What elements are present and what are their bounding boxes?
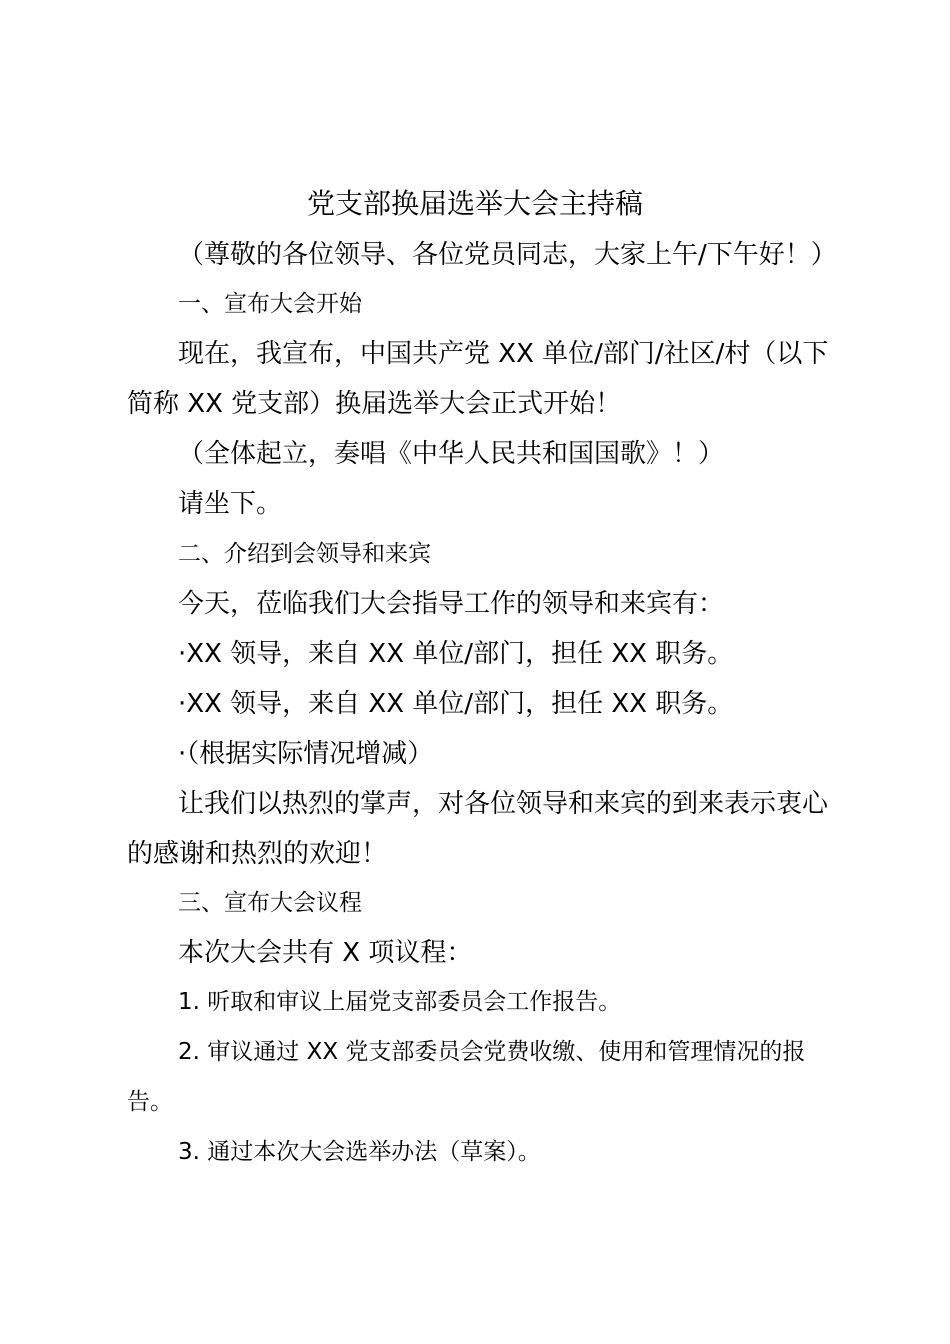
announce-line-2: 简称 XX 党支部）换届选举大会正式开始！ <box>127 389 622 419</box>
guest-item-3: ·（根据实际情况增减） <box>178 739 434 769</box>
anthem-line: （全体起立，奏唱《中华人民共和国国歌》！） <box>178 439 725 469</box>
guests-intro: 今天，莅临我们大会指导工作的领导和来宾有： <box>178 589 725 619</box>
section-heading-2: 二、介绍到会领导和来宾 <box>178 541 431 567</box>
guest-item-2: ·XX 领导，来自 XX 单位/部门，担任 XX 职务。 <box>178 689 734 719</box>
agenda-intro: 本次大会共有 X 项议程： <box>178 938 473 968</box>
applause-line-1: 让我们以热烈的掌声，对各位领导和来宾的到来表示衷心 <box>178 789 829 819</box>
agenda-item-2-line-1: 2. 审议通过 XX 党支部委员会党费收缴、使用和管理情况的报 <box>178 1039 806 1065</box>
sit-down-line: 请坐下。 <box>178 489 283 519</box>
agenda-item-2-line-2: 告。 <box>127 1089 173 1115</box>
agenda-item-1: 1. 听取和审议上届党支部委员会工作报告。 <box>178 989 622 1015</box>
greeting: （尊敬的各位领导、各位党员同志，大家上午/下午好！） <box>178 240 837 270</box>
section-heading-1: 一、宣布大会开始 <box>178 291 362 317</box>
document-title: 党支部换届选举大会主持稿 <box>306 187 643 220</box>
applause-line-2: 的感谢和热烈的欢迎！ <box>127 839 388 869</box>
announce-line-1: 现在，我宣布，中国共产党 XX 单位/部门/社区/村（以下 <box>178 339 829 369</box>
section-heading-3: 三、宣布大会议程 <box>178 890 362 916</box>
guest-item-1: ·XX 领导，来自 XX 单位/部门，担任 XX 职务。 <box>178 639 734 669</box>
agenda-item-3: 3. 通过本次大会选举办法（草案）。 <box>178 1139 541 1165</box>
